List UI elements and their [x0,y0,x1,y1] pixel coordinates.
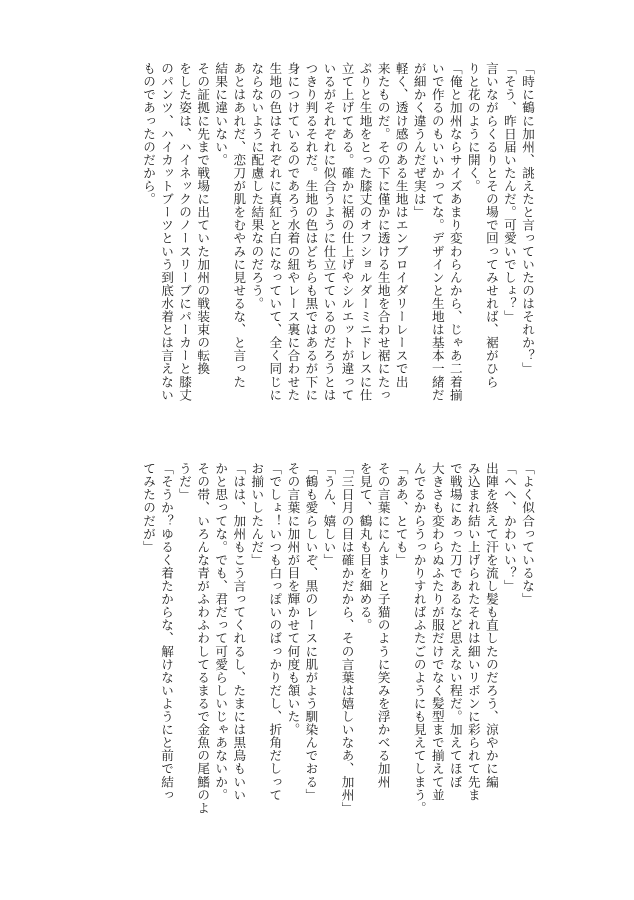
text-line: あとはあれだ、恋刀が肌をむやみに見せるな、と言った [231,62,247,389]
text-line: いるがそれぞれに似合うように仕立てているのだろうとは [321,62,337,402]
text-line: 「そう、昨日届いたんだ。可愛いでしょ？」 [501,62,517,323]
text-line: で戦場にあった刀であるなど思えない程だ。加えてほぼ [447,462,463,789]
lower-text-block [139,462,536,847]
text-line: 大きさも変わらぬふたりが服だけでなく髪型まで揃えて並 [429,462,445,802]
text-line: 「そうか？ゆるく着たからな、解けないようにと前で結っ [159,462,175,802]
text-line: 「はは、加州もこう言ってくれるし、たまには黒鳥もいい [231,462,247,802]
text-line: かと思ってな。でも、君だって可愛らしいじゃあないか。 [213,462,229,802]
text-line: のパンツ、ハイカットブーツという到底水着とは言えない [159,62,175,402]
text-line: いで作るのもいいかってな。デザインと生地は基本一緒だ [429,62,445,402]
text-line: てみたのだが」 [141,462,157,554]
upper-text-block [139,62,536,447]
text-line: み込まれ結い上げられたそれは細いリボンに彩られて先ま [465,462,481,802]
text-line: を見て、鶴丸も目を細める。 [357,462,373,632]
text-line: 出陣を終えて汗を流し髪も直したのだろう、涼やかに編 [483,462,499,789]
text-line: 生地の色はそれぞれに真紅と白になっていて、全く同じに [267,62,283,402]
text-line: 「ああ、とても」 [393,462,409,567]
text-line: 言いながらくるりとその場で回ってみせれば、裾がひら [483,62,499,389]
text-line: 身につけているのであろう水着の紐やレース裏に合わせた [285,62,301,402]
text-line: つきり判るそれだ。生地の色はどちらも黒ではあるが下に [303,62,319,402]
text-line: んでるからうっかりすればふたごのようにも見えてしまう。 [411,462,427,815]
text-line: 軽く、透け感のある生地はエンブロイダリーレースで出 [393,62,409,389]
text-line: 立て上げてある。確かに裾の仕上げやシルエットが違って [339,62,355,402]
text-line: 「よく似合っているな」 [520,462,535,606]
text-line: ならないように配慮した結果なのだろう。 [249,62,265,310]
text-line: 「俺と加州ならサイズあまり変わらんから、じゃあ二着揃 [447,62,463,402]
text-line: をした姿は、ハイネックのノースリーブにパーカーと膝丈 [177,62,193,402]
text-line: 「へへ、かわいい？」 [501,462,517,593]
text-line: ぷりと生地をとった膝丈のオフショルダーミニドレスに仕 [357,62,373,402]
text-line: 「時に鶴に加州、誂えたと言っていたのはそれか？」 [520,62,535,376]
text-line: その帯、いろんな青がふわふわしてるまるで金魚の尾鰭のよ [195,462,211,815]
text-line: その言葉ににんまりと子猫のように笑みを浮かべる加州 [375,462,391,789]
text-line: 来たものだ。その下に僅かに透ける生地を合わせ裾にたっ [375,62,391,402]
text-line: 「でしょ！いつも白っぽいのばっかりだし、折角だしって [267,462,283,802]
text-line: うだ」 [177,462,193,502]
text-line: が細かく違うんだぜ実は」 [411,62,427,219]
text-line: お揃いしたんだ」 [249,462,265,567]
text-line: ものであったのだから。 [141,62,157,206]
text-line: 「三日月の目は確かだから、その言葉は嬉しいなあ、加州」 [339,462,355,815]
text-line: その言葉に加州が目を輝かせて何度も頷いた。 [285,462,301,737]
text-line: 結果に違いない。 [213,62,229,167]
text-line: 「鶴も愛らしいぞ、黒のレースに肌がよう馴染んでおる」 [303,462,319,802]
text-line: 「うん、嬉しい」 [321,462,337,567]
text-line: りと花のように開く。 [465,62,481,193]
text-line: その証拠に先まで戦場に出ていた加州の戦装束の転換 [195,62,211,376]
